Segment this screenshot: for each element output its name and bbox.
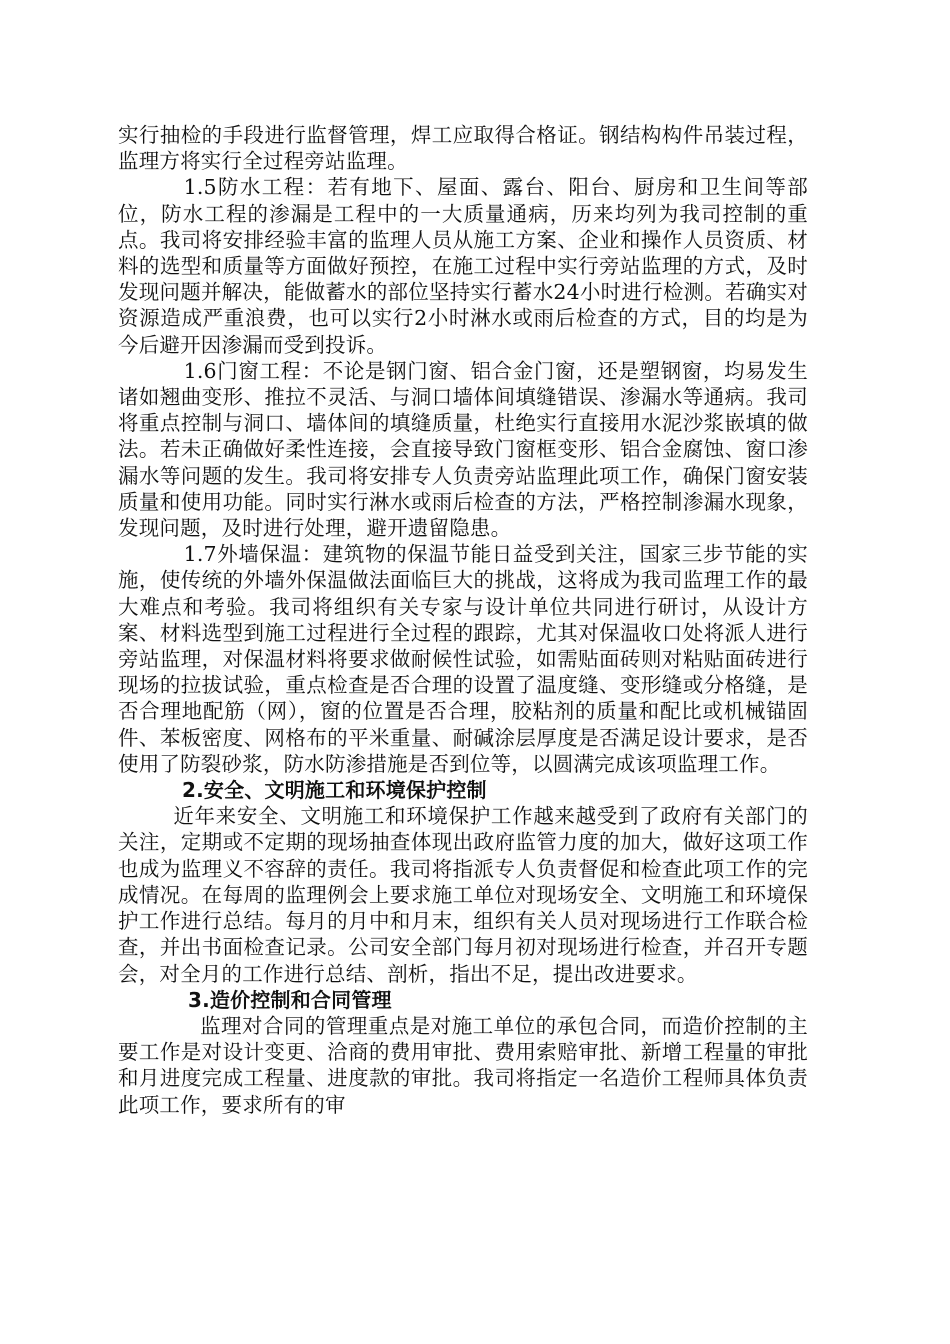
paragraph-steel-structure: 实行抽检的手段进行监督管理，焊工应取得合格证。钢结构构件吊装过程，监理方将实行全过程旁站监理。 xyxy=(118,123,808,174)
heading-cost-contract: 3.造价控制和合同管理 xyxy=(188,987,392,1012)
heading-safety-civilized-construction: 2.安全、文明施工和环境保护控制 xyxy=(182,778,487,803)
paragraph-contract: 监理对合同的管理重点是对施工单位的承包合同，而造价控制的主要工作是对设计变更、洽商的费用审批、费用索赔审批、新增工程量的审批和月进度完成工程量、进度款的审批。我司将指定一名造价工程师具体负责此项工作，要求所有的审 xyxy=(118,1013,808,1117)
paragraph-waterproofing: 1.5防水工程：若有地下、屋面、露台、阳台、厨房和卫生间等部位，防水工程的渗漏是工程中的一大质量通病，历来均列为我司控制的重点。我司将安排经验丰富的监理人员从施工方案、企业和操作人员资质、材料的选型和质量等方面做好预控，在施工过程中实行旁站监理的方式，及时发现问题并解决，能做蓄水的部位坚持实行蓄水24小时进行检测。若确实对资源造成严重浪费，也可以实行2小时淋水或雨后检查的方式，目的均是为今后避开因渗漏而受到投诉。 xyxy=(118,175,808,357)
paragraph-doors-windows: 1.6门窗工程：不论是钢门窗、铝合金门窗，还是塑钢窗，均易发生诸如翘曲变形、推拉不灵活、与洞口墙体间填缝错误、渗漏水等通病。我司将重点控制与洞口、墙体间的填缝质量，杜绝实行直接用水泥沙浆嵌填的做法。若未正确做好柔性连接，会直接导致门窗框变形、铝合金腐蚀、窗口渗漏水等问题的发生。我司将安排专人负责旁站监理此项工作，确保门窗安装质量和使用功能。同时实行淋水或雨后检查的方法，严格控制渗漏水现象，发现问题，及时进行处理，避开遗留隐患。 xyxy=(118,358,808,541)
paragraph-wall-insulation: 1.7外墙保温：建筑物的保温节能日益受到关注，国家三步节能的实施，使传统的外墙外保温做法面临巨大的挑战，这将成为我司监理工作的最大难点和考验。我司将组织有关专家与设计单位共同进行研讨，从设计方案、材料选型到施工过程进行全过程的跟踪，尤其对保温收口处将派人进行旁站监理，对保温材料将要求做耐候性试验，如需贴面砖则对粘贴面砖进行现场的拉拔试验，重点检查是否合理的设置了温度缝、变形缝或分格缝，是否合理地配筋（网），窗的位置是否合理，胶粘剂的质量和配比或机械锚固件、苯板密度、网格布的平米重量、耐碱涂层厚度是否满足设计要求，是否使用了防裂砂浆，防水防渗措施是否到位等，以圆满完成该项监理工作。 xyxy=(118,542,808,776)
paragraph-safety: 近年来安全、文明施工和环境保护工作越来越受到了政府有关部门的关注，定期或不定期的现场抽查体现出政府监管力度的加大，做好这项工作也成为监理义不容辞的责任。我司将指派专人负责督促和检查此项工作的完成情况。在每周的监理例会上要求施工单位对现场安全、文明施工和环境保护工作进行总结。每月的月中和月末，组织有关人员对现场进行工作联合检查，并出书面检查记录。公司安全部门每月初对现场进行检查，并召开专题会，对全月的工作进行总结、剖析，指出不足，提出改进要求。 xyxy=(118,804,808,986)
document-body xyxy=(118,122,808,1118)
